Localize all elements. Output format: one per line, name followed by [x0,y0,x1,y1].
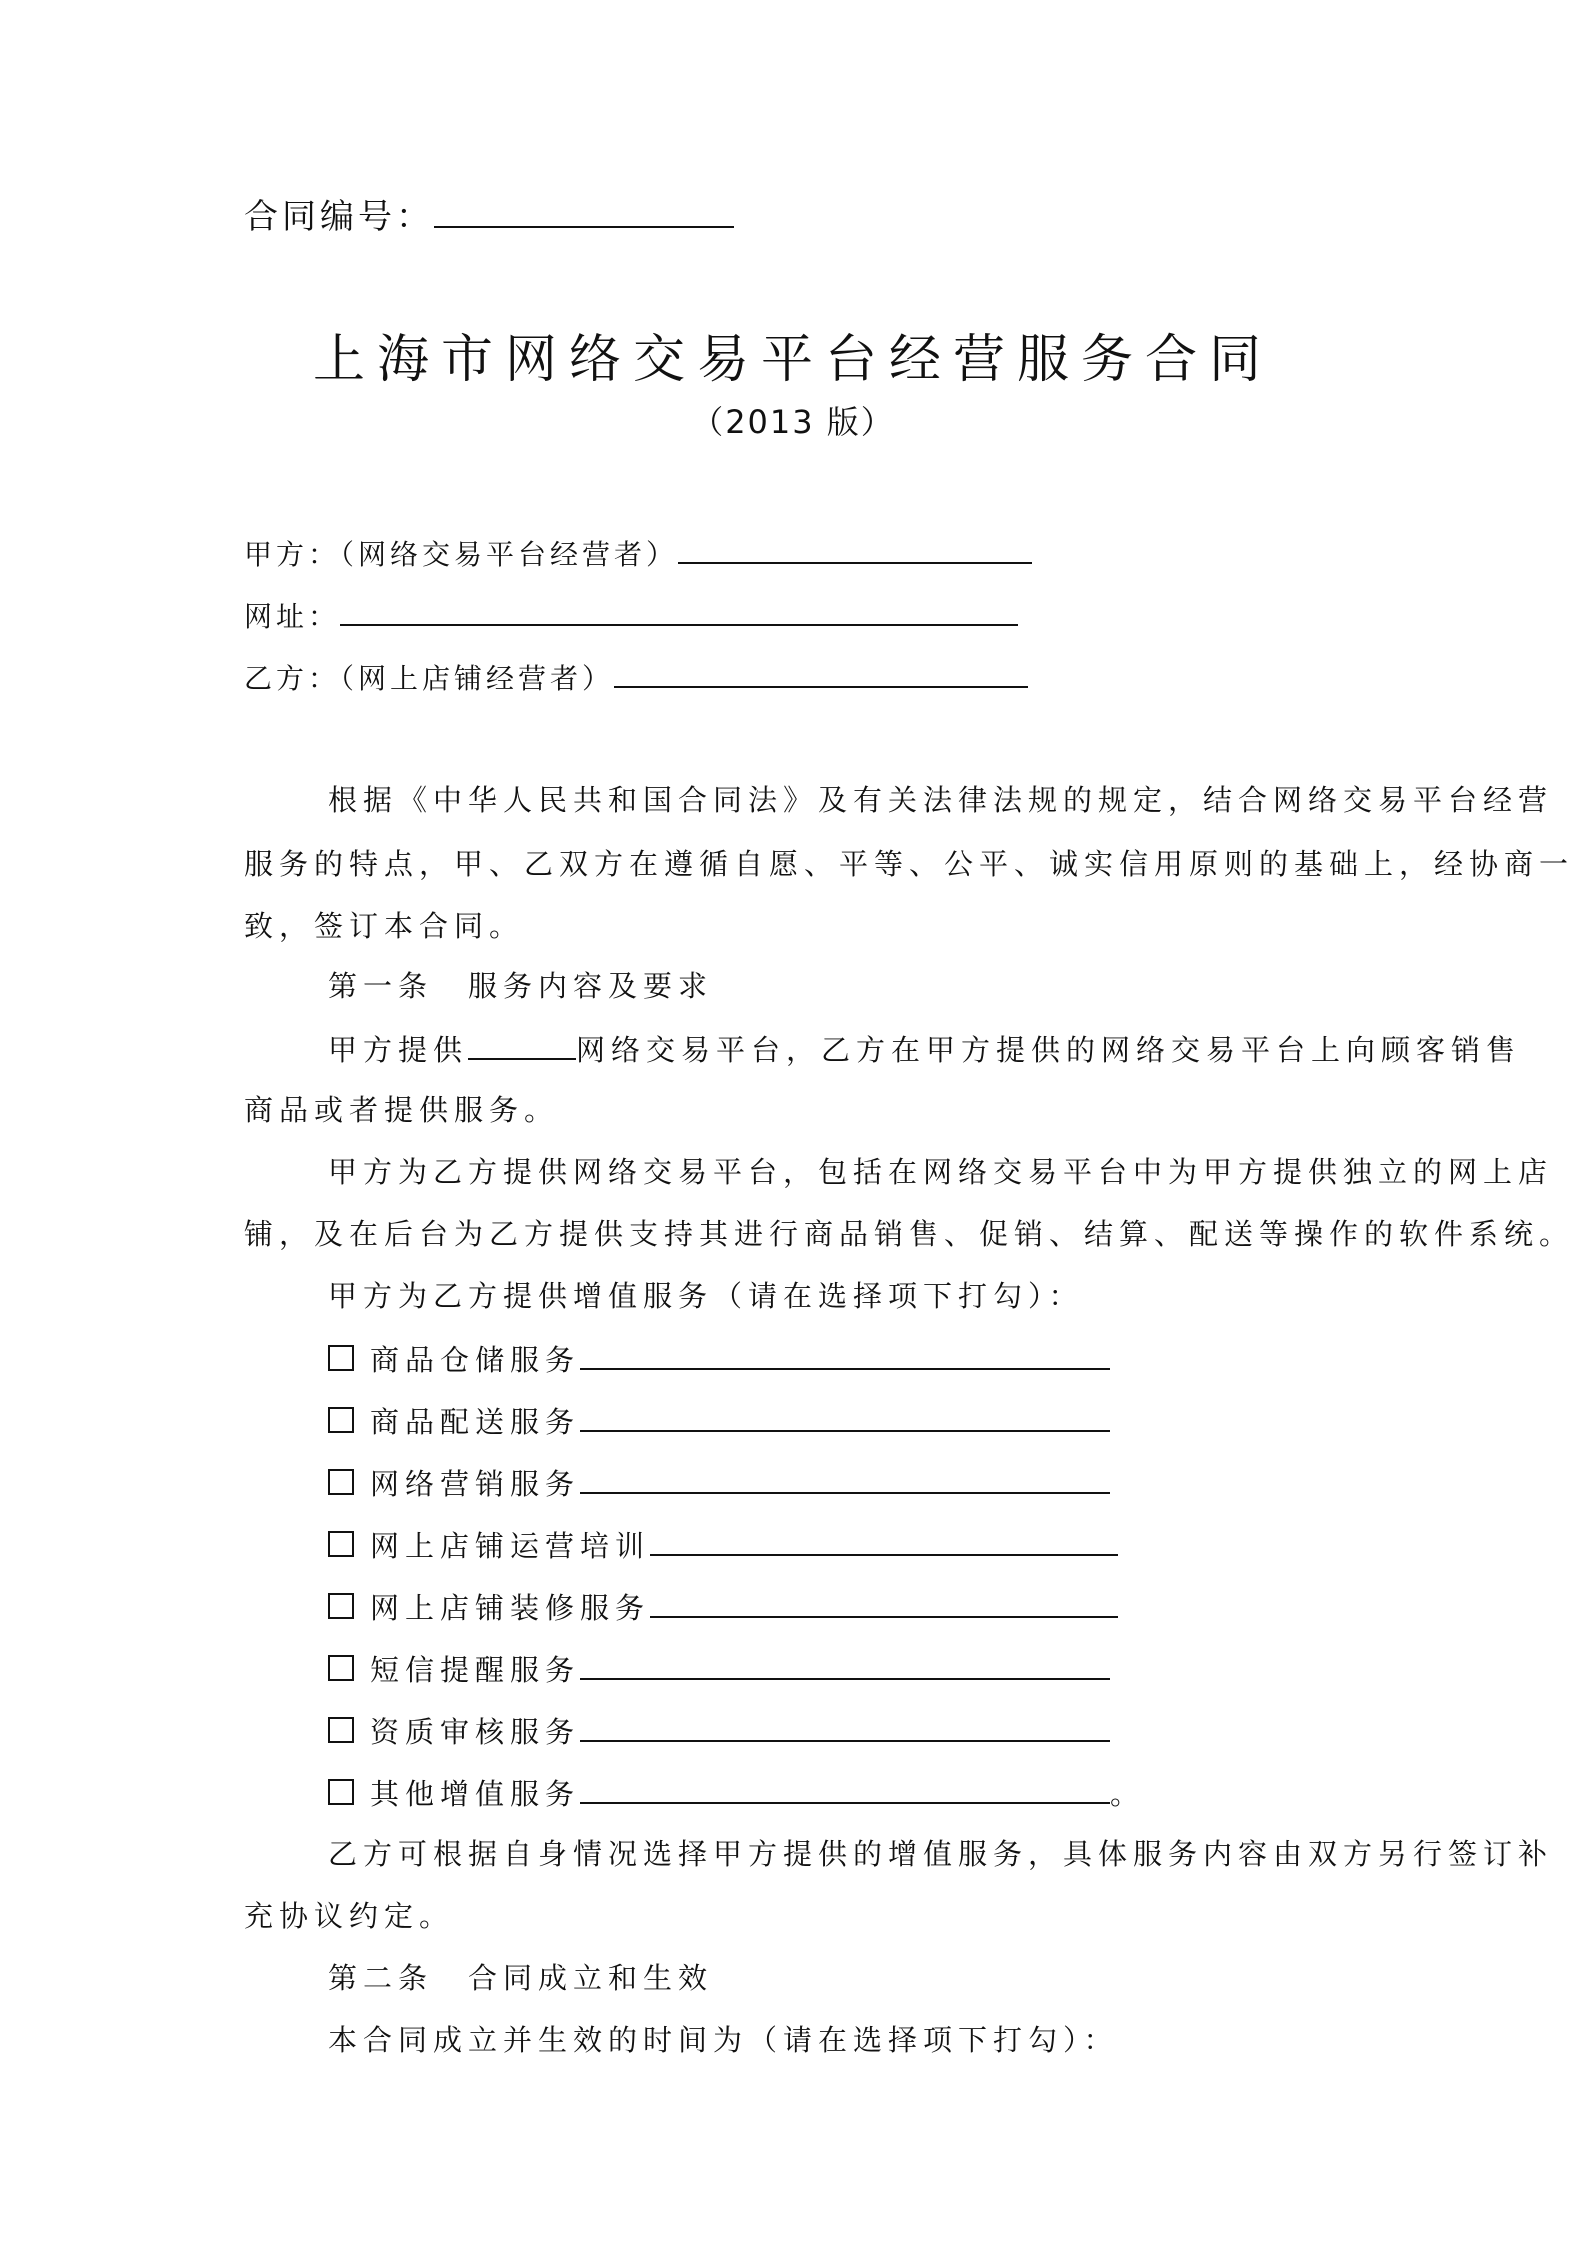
website-label: 网址： [244,600,341,633]
option-checkbox[interactable] [328,1655,354,1681]
option-field[interactable] [650,1586,1118,1618]
choose-line-1: 乙方可根据自身情况选择甲方提供的增值服务，具体服务内容由双方另行签订补 [328,1837,1554,1871]
provide-suffix: 网络交易平台，乙方在甲方提供的网络交易平台上向顾客销售 [576,1033,1522,1067]
option-label: 网上店铺运营培训 [370,1529,651,1563]
party-a-field[interactable] [678,532,1032,564]
party-b-label: 乙方：（网上店铺经营者） [244,662,615,695]
party-a-row [244,532,1032,575]
option-field[interactable] [580,1462,1110,1494]
option-checkbox[interactable] [328,1593,354,1619]
option-field[interactable] [580,1400,1110,1432]
option-label: 网上店铺装修服务 [370,1591,651,1625]
provide-prefix: 甲方提供 [328,1033,469,1067]
option-checkbox[interactable] [328,1345,354,1371]
platform-line-1: 甲方为乙方提供网络交易平台，包括在网络交易平台中为甲方提供独立的网上店 [328,1155,1554,1189]
option-checkbox[interactable] [328,1531,354,1557]
option-field[interactable] [580,1710,1110,1742]
option-label: 资质审核服务 [370,1715,581,1749]
option-checkbox[interactable] [328,1469,354,1495]
option-label: 其他增值服务 [370,1777,581,1811]
intro-line-2: 服务的特点，甲、乙双方在遵循自愿、平等、公平、诚实信用原则的基础上，经协商一 [244,847,1575,881]
option-field[interactable] [580,1338,1110,1370]
platform-line-2: 铺，及在后台为乙方提供支持其进行商品销售、促销、结算、配送等操作的软件系统。 [244,1217,1575,1251]
effective-line: 本合同成立并生效的时间为（请在选择项下打勾）： [328,2023,1119,2057]
contract-number-field[interactable] [434,196,734,228]
option-row [328,1648,1110,1690]
platform-name-field[interactable] [468,1028,576,1060]
document-title: 上海市网络交易平台经营服务合同 [312,330,1273,390]
contract-number-row [244,196,734,237]
option-row [328,1524,1118,1566]
option-checkbox[interactable] [328,1717,354,1743]
intro-line-1: 根据《中华人民共和国合同法》及有关法律法规的规定，结合网络交易平台经营 [328,783,1554,817]
option-row [328,1586,1118,1628]
option-checkbox[interactable] [328,1407,354,1433]
option-row [328,1338,1110,1380]
provide-cont: 商品或者提供服务。 [244,1093,560,1127]
website-field[interactable] [340,594,1018,626]
option-row [328,1772,1145,1814]
option-label: 商品仓储服务 [370,1343,581,1377]
intro-line-3: 致，签订本合同。 [244,909,525,943]
website-row [244,594,1018,637]
option-label: 短信提醒服务 [370,1653,581,1687]
option-field[interactable] [650,1524,1118,1556]
party-b-row [244,656,1028,699]
choose-line-2: 充协议约定。 [244,1899,455,1933]
option-field[interactable] [580,1648,1110,1680]
option-period: 。 [1110,1777,1146,1811]
article-1-heading: 第一条 服务内容及要求 [328,969,714,1003]
contract-number-label: 合同编号： [244,197,434,237]
value-added-intro: 甲方为乙方提供增值服务（请在选择项下打勾）： [328,1279,1084,1313]
document-version: （2013 版） [691,403,895,441]
option-row [328,1710,1110,1752]
party-b-field[interactable] [614,656,1028,688]
option-field[interactable] [580,1772,1110,1804]
option-row [328,1462,1110,1504]
article-2-heading: 第二条 合同成立和生效 [328,1961,714,1995]
option-label: 商品配送服务 [370,1405,581,1439]
option-row [328,1400,1110,1442]
option-checkbox[interactable] [328,1779,354,1805]
party-a-label: 甲方：（网络交易平台经营者） [244,538,679,571]
provide-row [328,1028,1521,1070]
option-label: 网络营销服务 [370,1467,581,1501]
